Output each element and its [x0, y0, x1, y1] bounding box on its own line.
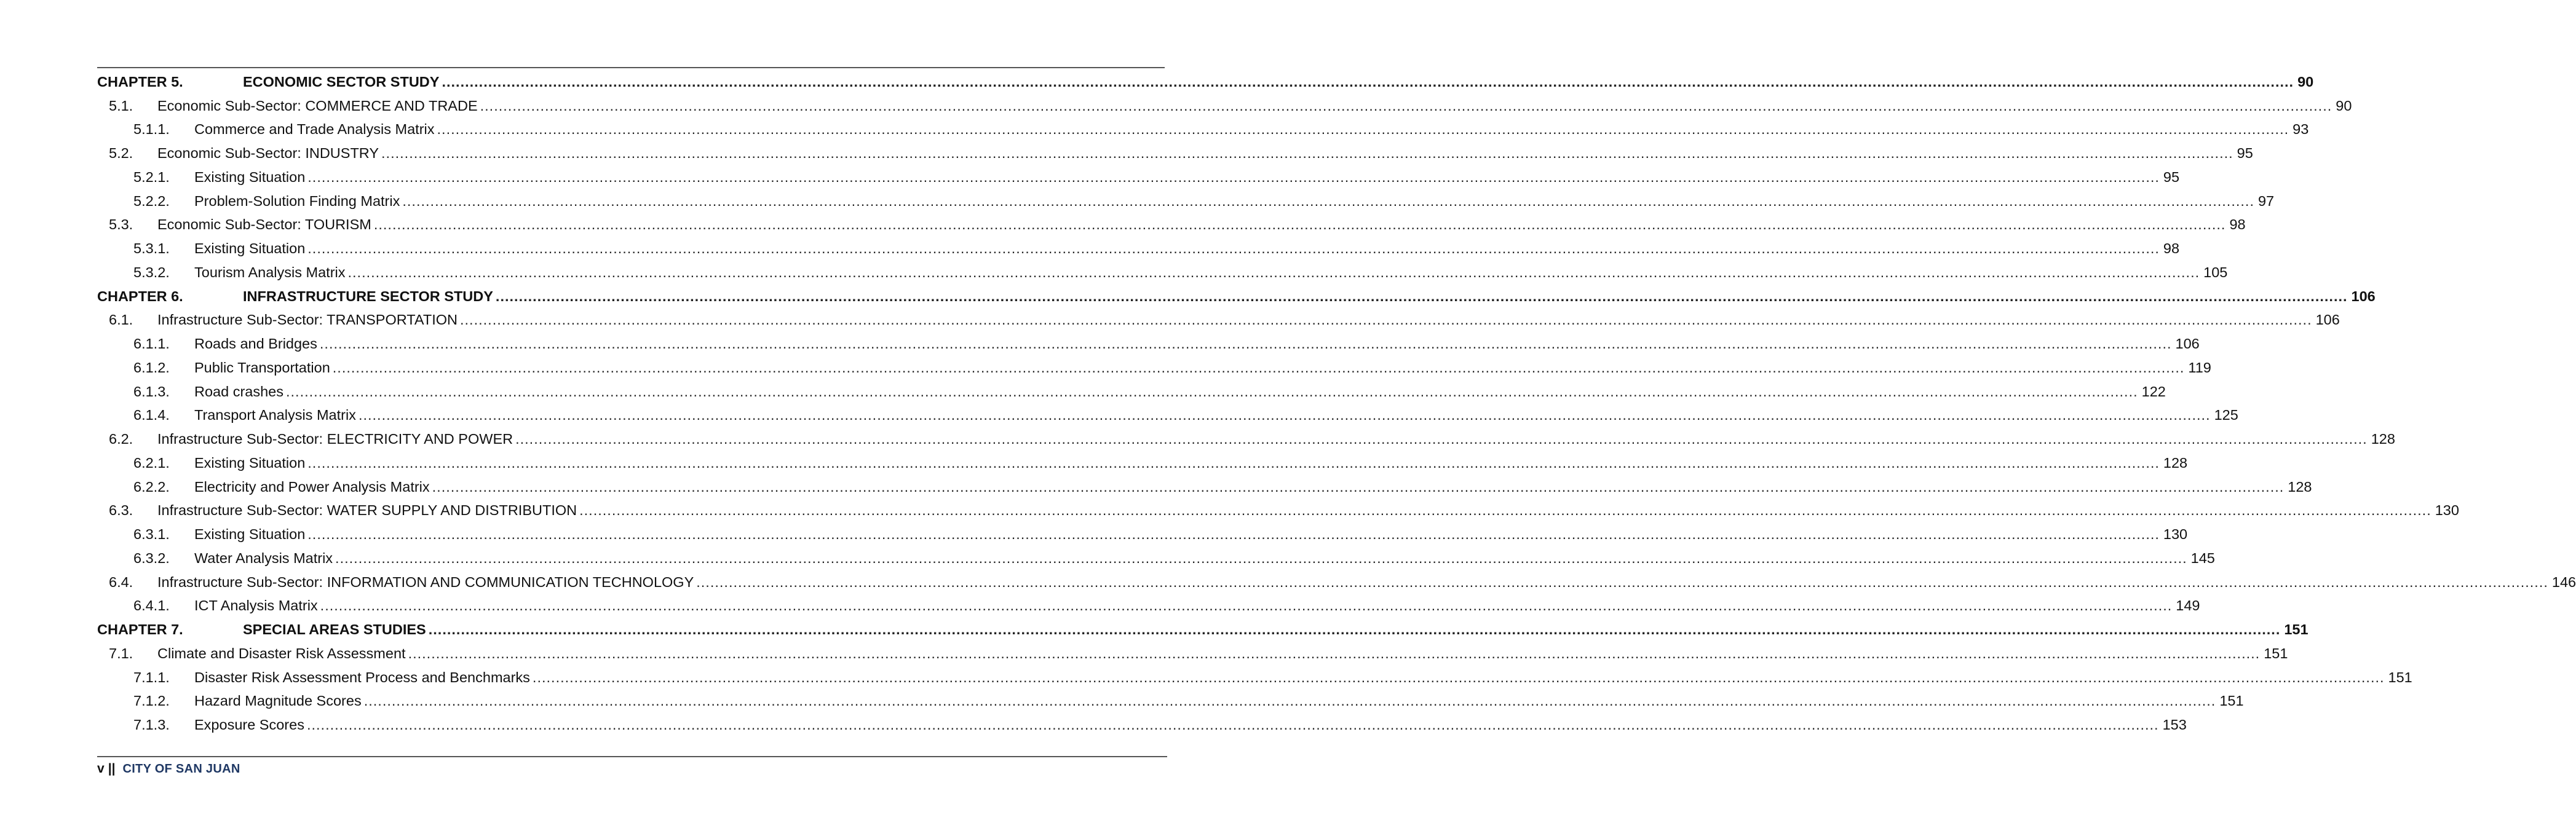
toc-entry-page: 106 — [2349, 288, 2376, 305]
toc-entry-page: 90 — [2295, 74, 2313, 90]
toc-entry-title: Existing Situation — [194, 526, 306, 543]
toc-entry-title: Existing Situation — [194, 454, 306, 471]
toc-entry-title: INFRASTRUCTURE SECTOR STUDY — [243, 288, 493, 304]
toc-entry[interactable] — [97, 380, 2166, 404]
toc-entry[interactable] — [97, 713, 2187, 737]
toc-entry-number: 5.1.1. — [133, 121, 170, 138]
toc-dot-leader: ................................................................................................................................................................................................................................................................................................................................................................................................................ — [495, 288, 2348, 304]
toc-entry-page: 130 — [2161, 526, 2187, 543]
toc-entry-page: 151 — [2281, 621, 2308, 638]
toc-entry-number: 5.3. — [109, 216, 133, 233]
toc-entry-title: Tourism Analysis Matrix — [194, 264, 346, 280]
footer-page-number: v — [97, 762, 105, 776]
toc-entry-page: 95 — [2235, 145, 2253, 162]
toc-dot-leader: ................................................................................................................................................................................................................................................................................................................................................................................................................ — [408, 645, 2261, 661]
toc-entry-title: Infrastructure Sub-Sector: WATER SUPPLY AND DISTRIBUTION — [157, 502, 577, 519]
top-rule — [97, 67, 1165, 68]
toc-entry-number: 6.4. — [109, 573, 133, 590]
toc-entry-number: 6.1.3. — [133, 383, 170, 400]
toc-entry-title: Water Analysis Matrix — [194, 549, 333, 566]
toc-entry-number: 6.2.2. — [133, 478, 170, 495]
toc-entry-page: 97 — [2256, 193, 2274, 210]
toc-entry-number: 5.2.2. — [133, 192, 170, 209]
toc-entry-page: 151 — [2261, 645, 2288, 662]
toc-entry-number: CHAPTER 7. — [97, 621, 183, 638]
toc-entry[interactable] — [97, 546, 2215, 570]
toc-entry[interactable] — [97, 356, 2211, 380]
toc-entry[interactable] — [97, 499, 2459, 523]
toc-entry-page: 98 — [2227, 216, 2245, 233]
toc-entry-number: 5.2.1. — [133, 168, 170, 185]
toc-entry-number: 5.3.2. — [133, 264, 170, 280]
toc-entry-title: Infrastructure Sub-Sector: INFORMATION AND COMMUNICATION TECHNOLOGY — [157, 573, 694, 590]
toc-entry-page: 106 — [2313, 312, 2340, 328]
toc-dot-leader: ................................................................................................................................................................................................................................................................................................................................................................................................................ — [307, 526, 2160, 543]
toc-dot-leader: ................................................................................................................................................................................................................................................................................................................................................................................................................ — [373, 216, 2226, 233]
toc-entry[interactable] — [97, 522, 2188, 546]
toc-entry-page: 106 — [2173, 336, 2200, 352]
toc-entry-title: Existing Situation — [194, 240, 306, 257]
toc-entry-page: 151 — [2386, 669, 2412, 686]
toc-entry-title: Infrastructure Sub-Sector: ELECTRICITY AND POWER — [157, 431, 513, 447]
toc-entry-page: 90 — [2333, 98, 2352, 114]
toc-entry-number: 7.1.3. — [133, 717, 170, 733]
toc-entry-number: 5.1. — [109, 97, 133, 114]
toc-entry-page: 122 — [2139, 384, 2166, 400]
toc-entry-number: 5.3.1. — [133, 240, 170, 257]
toc-dot-leader: ................................................................................................................................................................................................................................................................................................................................................................................................................ — [363, 693, 2216, 709]
toc-entry[interactable] — [97, 261, 2228, 285]
toc-entry-page: 98 — [2161, 240, 2179, 257]
toc-entry[interactable] — [97, 427, 2395, 451]
toc-entry[interactable] — [97, 118, 2309, 142]
toc-entry-number: 6.4.1. — [133, 597, 170, 614]
footer-separator: || — [108, 762, 116, 776]
toc-entry-number: 6.3.2. — [133, 549, 170, 566]
toc-chapter-entry[interactable] — [97, 618, 2308, 642]
toc-dot-leader: ................................................................................................................................................................................................................................................................................................................................................................................................................ — [306, 717, 2159, 733]
toc-entry-title: Climate and Disaster Risk Assessment — [157, 645, 406, 661]
toc-entry-page: 128 — [2285, 479, 2312, 495]
toc-dot-leader: ................................................................................................................................................................................................................................................................................................................................................................................................................ — [579, 502, 2431, 519]
toc-entry-number: CHAPTER 5. — [97, 73, 183, 90]
toc-entry-number: 6.1.4. — [133, 407, 170, 423]
toc-entry-title: Problem-Solution Finding Matrix — [194, 192, 400, 209]
toc-entry-page: 128 — [2161, 455, 2187, 471]
toc-dot-leader: ................................................................................................................................................................................................................................................................................................................................................................................................................ — [335, 549, 2187, 566]
toc-dot-leader: ................................................................................................................................................................................................................................................................................................................................................................................................................ — [515, 431, 2368, 447]
toc-dot-leader: ................................................................................................................................................................................................................................................................................................................................................................................................................ — [319, 336, 2172, 352]
toc-entry-title: SPECIAL AREAS STUDIES — [243, 621, 426, 638]
toc-entry[interactable] — [97, 189, 2275, 213]
toc-dot-leader: ................................................................................................................................................................................................................................................................................................................................................................................................................ — [459, 312, 2312, 328]
toc-entry-title: Commerce and Trade Analysis Matrix — [194, 121, 435, 138]
toc-entry-page: 119 — [2186, 360, 2211, 376]
toc-entry-page: 153 — [2160, 717, 2187, 733]
toc-dot-leader: ................................................................................................................................................................................................................................................................................................................................................................................................................ — [358, 407, 2211, 423]
toc-entry-title: Roads and Bridges — [194, 336, 317, 352]
toc-entry-number: 6.2.1. — [133, 454, 170, 471]
toc-entry-page: 149 — [2173, 597, 2200, 614]
toc-entry[interactable] — [97, 570, 2576, 594]
toc-dot-leader: ................................................................................................................................................................................................................................................................................................................................................................................................................ — [532, 669, 2385, 685]
toc-entry-page: 146 — [2550, 574, 2576, 591]
footer-rule — [97, 756, 1167, 757]
toc-entry-page: 145 — [2189, 550, 2215, 567]
toc-entry-number: 7.1. — [109, 645, 133, 661]
toc-dot-leader: ................................................................................................................................................................................................................................................................................................................................................................................................................ — [696, 573, 2548, 590]
toc-entry-number: 7.1.1. — [133, 669, 170, 685]
toc-entry[interactable] — [97, 451, 2188, 475]
toc-dot-leader: ................................................................................................................................................................................................................................................................................................................................................................................................................ — [307, 168, 2160, 185]
toc-entry[interactable] — [97, 666, 2412, 690]
toc-dot-leader: ................................................................................................................................................................................................................................................................................................................................................................................................................ — [432, 478, 2285, 495]
toc-dot-leader: ................................................................................................................................................................................................................................................................................................................................................................................................................ — [402, 192, 2254, 209]
toc-entry-number: 6.1.2. — [133, 359, 170, 376]
toc-dot-leader: ................................................................................................................................................................................................................................................................................................................................................................................................................ — [381, 145, 2233, 162]
toc-entry-number: CHAPTER 6. — [97, 288, 183, 304]
toc-entry[interactable] — [97, 94, 2352, 118]
toc-chapter-entry[interactable] — [97, 70, 2314, 94]
toc-entry-title: Hazard Magnitude Scores — [194, 693, 362, 709]
toc-dot-leader: ................................................................................................................................................................................................................................................................................................................................................................................................................ — [332, 359, 2185, 376]
toc-entry[interactable] — [97, 309, 2340, 333]
toc-entry-number: 6.1.1. — [133, 336, 170, 352]
toc-entry[interactable] — [97, 165, 2180, 189]
toc-dot-leader: ................................................................................................................................................................................................................................................................................................................................................................................................................ — [437, 121, 2289, 138]
toc-entry-title: ECONOMIC SECTOR STUDY — [243, 73, 440, 90]
toc-entry-title: Economic Sub-Sector: INDUSTRY — [157, 145, 379, 162]
toc-entry-number: 6.3.1. — [133, 526, 170, 543]
toc-entry[interactable] — [97, 332, 2200, 356]
toc-entry[interactable] — [97, 594, 2200, 618]
toc-entry-page: 93 — [2290, 121, 2308, 138]
toc-entry[interactable] — [97, 213, 2246, 237]
toc-dot-leader: ................................................................................................................................................................................................................................................................................................................................................................................................................ — [442, 73, 2294, 90]
toc-entry[interactable] — [97, 690, 2244, 714]
toc-chapter-entry[interactable] — [97, 285, 2376, 309]
toc-dot-leader: ................................................................................................................................................................................................................................................................................................................................................................................................................ — [286, 383, 2138, 400]
toc-entry-number: 6.3. — [109, 502, 133, 519]
toc-dot-leader: ................................................................................................................................................................................................................................................................................................................................................................................................................ — [307, 240, 2160, 257]
toc-entry[interactable] — [97, 404, 2238, 428]
toc-entry[interactable] — [97, 642, 2288, 666]
toc-entry[interactable] — [97, 141, 2253, 165]
toc-entry-title: Infrastructure Sub-Sector: TRANSPORTATION — [157, 312, 458, 328]
toc-entry-page: 95 — [2161, 169, 2179, 186]
toc-entry[interactable] — [97, 475, 2312, 499]
toc-dot-leader: ................................................................................................................................................................................................................................................................................................................................................................................................................ — [320, 597, 2173, 614]
toc-entry-page: 128 — [2369, 431, 2395, 447]
toc-entry-number: 6.1. — [109, 312, 133, 328]
toc-entry-number: 6.2. — [109, 431, 133, 447]
toc-entry-page: 130 — [2433, 502, 2459, 519]
toc-entry-number: 7.1.2. — [133, 693, 170, 709]
toc-dot-leader: ................................................................................................................................................................................................................................................................................................................................................................................................................ — [347, 264, 2200, 280]
toc-entry[interactable] — [97, 237, 2180, 261]
toc-dot-leader: ................................................................................................................................................................................................................................................................................................................................................................................................................ — [428, 621, 2281, 638]
toc-entry-page: 151 — [2217, 693, 2243, 709]
table-of-contents — [97, 70, 2576, 737]
toc-entry-page: 125 — [2212, 407, 2238, 423]
toc-entry-title: Exposure Scores — [194, 717, 304, 733]
toc-entry-title: ICT Analysis Matrix — [194, 597, 318, 614]
toc-entry-title: Road crashes — [194, 383, 283, 400]
toc-entry-title: Economic Sub-Sector: TOURISM — [157, 216, 371, 233]
toc-entry-number: 5.2. — [109, 145, 133, 162]
toc-entry-page: 105 — [2201, 264, 2227, 281]
toc-entry-title: Electricity and Power Analysis Matrix — [194, 478, 430, 495]
toc-dot-leader: ................................................................................................................................................................................................................................................................................................................................................................................................................ — [480, 97, 2332, 114]
toc-entry-title: Public Transportation — [194, 359, 330, 376]
toc-entry-title: Disaster Risk Assessment Process and Benchmarks — [194, 669, 530, 685]
toc-entry-title: Existing Situation — [194, 168, 306, 185]
page-footer — [97, 760, 240, 778]
toc-entry-title: Economic Sub-Sector: COMMERCE AND TRADE — [157, 97, 478, 114]
toc-entry-title: Transport Analysis Matrix — [194, 407, 356, 423]
footer-organization: CITY OF SAN JUAN — [122, 762, 240, 776]
toc-dot-leader: ................................................................................................................................................................................................................................................................................................................................................................................................................ — [307, 454, 2160, 471]
